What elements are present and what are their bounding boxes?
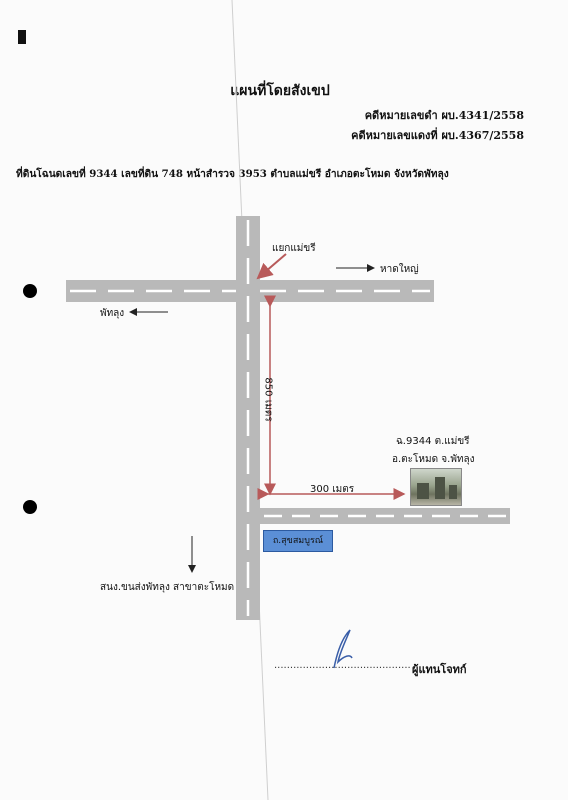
case-number-black: คดีหมายเลขดำ ผบ.4341/2558 (364, 109, 524, 122)
direction-hat-yai: หาดใหญ่ (380, 264, 419, 275)
road-sign: ถ.สุขสมบูรณ์ (263, 530, 333, 552)
property-label-line1: ฉ.9344 ต.แม่ขรี (396, 436, 470, 447)
land-description: ที่ดินโฉนดเลขที่ 9344 เลขที่ดิน 748 หน้าสำรวจ 3953 ตำบลแม่ขรี อำเภอตะโหมด จังหวัดพัทลุง (16, 168, 449, 180)
distance-vertical-label: 850 เมตร (262, 377, 274, 422)
property-photo (410, 468, 462, 506)
side-road (260, 508, 510, 524)
direction-phatthalung: พัทลุง (100, 308, 125, 319)
intersection-label: แยกแม่ขรี (272, 243, 316, 254)
signature-label: ผู้แทนโจทก์ (412, 663, 467, 676)
main-road-vertical (236, 216, 260, 620)
signature-line: ........................................... (274, 660, 411, 671)
distance-horizontal-label: 300 เมตร (310, 484, 355, 495)
property-label-line2: อ.ตะโหมด จ.พัทลุง (392, 454, 475, 465)
case-number-red: คดีหมายเลขแดงที่ ผบ.4367/2558 (351, 129, 524, 142)
page-title: แผนที่โดยสังเขป (230, 83, 330, 99)
intersection-arrow (258, 254, 286, 278)
landmark-label: สนง.ขนส่งพัทลุง สาขาตะโหมด (100, 582, 235, 593)
